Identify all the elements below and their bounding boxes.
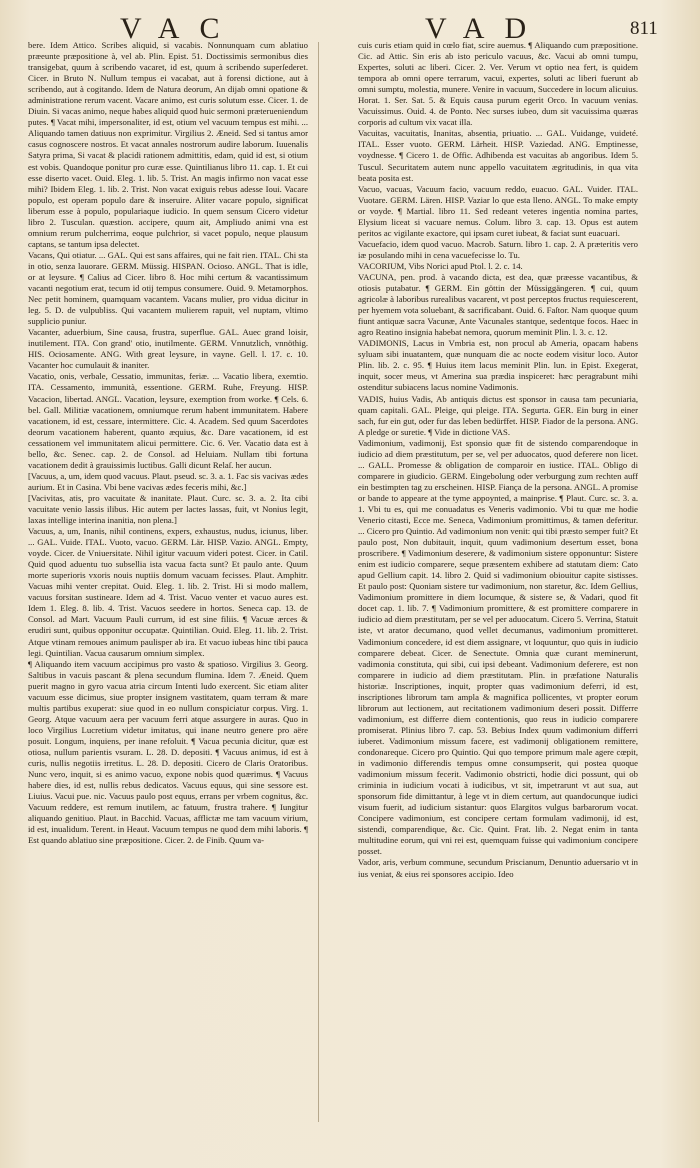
entry-paragraph: VADIS, huius Vadis, Ab antiquis dictus est sponsor in causa tam pecuniaria, quam capitali. GAL. Pleige, qui pleige. ITA. Segurta. GER. Ein burg in einer sach, fur ein gut, oder fur das leben bedürffet. HISP. Fiador de la persona. ANG. A pledge or suretie. ¶ Vide in dictione VAS.: [358, 393, 638, 437]
entry-paragraph: VACUNA, pen. prod. à vacando dicta, est dea, quæ præesse vacantibus, & otiosis putabatur. ¶ GERM. Ein göttin der Müssiggängeren. ¶ cui, quum agricolæ à laboribus rurealibus vacarent, vt post perceptos fructus requiescerent, per hyemem vota soluebant, & sacrificabant. Ouid. 6. Faſtor. Nam quoque quum fiunt antiquæ sacra Vacunæ, Ante Vacunales stantque, sedentque focos. Haec in agro Reatino insignia habebat nemora, quorum meminit Plin. l. 3. c. 12.: [358, 271, 638, 338]
page-number: 811: [630, 18, 658, 39]
entry-paragraph: Vacuo, vacuas, Vacuum facio, vacuum reddo, euacuo. GAL. Vuider. ITAL. Vuotare. GERM. Lären. HISP. Vaziar lo que esta lleno. ANGL. To make empty or voyde. ¶ Martial. libro 11. Sed redeant veteres ingentia nomina partes, Elysium liceat si vacuare nemus. Colum. libro 3. cap. 13. Opus est autem peritos ac vigilante exactore, qui ipsam curet iubeat, & faciat sunt euacuari.: [358, 183, 638, 238]
entry-paragraph: Vacans, Qui otiatur. ... GAL. Qui est sans affaires, qui ne fait rien. ITAL. Chi sta in otio, senza lauorare. GERM. Müssig. HISPAN. Ocioso. ANGL. That is idle, or at leysure. ¶ Calius ad Cicer. libro 8. Hoc mihi certum & vacantissimum vacanti negotium erat, tecum id otij tempus consumere. Ouid. 9. Metamorphos. Nec petit hominem, quamquam vacantem. Vacans mulier, pro vidua dicitur in leg. 5. D. de vulpubliss. Qui vacantem mulierem rapuit, vel nuptam, vltimo supplicio puniur.: [28, 249, 308, 327]
right-column: [358, 40, 638, 1120]
left-column: [28, 40, 308, 1120]
entry-paragraph: Vadimonium, vadimonij, Est sponsio quæ fit de sistendo comparendoque in iudicio ad diem præstitutum, per se, vel per aduocatos, quod deferere non licet. ... GALL. Promesse & obligation de comparoir en iustice. ITAL. Obligo di comparere in giudicio. GERM. Eingebolung oder verburgung zum rechten auff ein bestimpten tag zu erscheinen. HISP. Fiança de la persona. ANGL. A promise or bande to appeare at the tyme appoynted, a mainprise. ¶ Plaut. Curc. sc. 3. a. 1. Vbi tu es, qui me conuadatus es Veneris vadimonio. Vbi tu quæ me hodie Venerio citasti, Ecce me. Seneca, Vadimonium promittimus, & tamen deferitur. ... Cicero pro Quintio. Ad vadimonium non venit: qui tibi præsto semper fuit? Et paulo post, Non dubitauit, inquit, quum vadimonium desertum esset, bona proscribere. ¶ Vadimonium deserere, & vadimonium sistere opponuntur: Sistere enim est iudicio comparere, seque præsentem exhibere ad statutam diem: Cato apud Gellium capit. 14. libro 2. Quid si vadimonium obiouitur capite sistisses. Et paulo post: Quoniam sistere tur vadimonium, non staretur, &c. Idem Gellius, Vadimonium promittere in diem locumque, & sistere se, & Vadari, quod fit docet cap. 1. lib. 7. ¶ Vadimonium promittere, & est promittere comparere in iudicio ad diem præstitutam, per se vel per aduocatum. Cicero 5. Verrina, Statuit iste, vt arator decumano, quod vellet decumanus, vadimonium promitteret. Vadimonium concedere, id est diem assignare, vt loquuntur, quo quis in iudicio comparere debeat. Cicer. de Senectute. Omnia quæ curant meminerunt, vadimonia constituta, qui sibi, cui ipsi debeant. Vadimonium deferere, est non comparere in iudicio ad diem præstitutam. Plin. in præfatione Naturalis historiæ. Inscriptiones, inquit, propter quas vadimonium deferri, id est, inscriptiones librorum tam ampla & magnifica pollicentes, vt propter eorum librorum aut lectionem, aut recitationem vadimonium deseri possit. Differre vadimonium, est differre diem contentionis, quo reus in iudicio comparere promiserat. Plinius libro 7. cap. 53. Bebius Index quum vadimonium differri iuberet. Vadimonium missum facere, est vadimonij obligationem remittere, condonareque. Cicero pro Quintio. Qui quo tempore primum male agere cœpit, in vadimonio differendis tempus omne consumpserit, qui postea quoque vadimonium missum fecerit. Vadimonio obstricti, hodie dici possunt, qui ob criminia in iudicium vocati à iudicibus, vt sit, impetrarunt vt aut sua, aut sponsorum fide dimittantur, à lege vt in diem certum, aut quandocunque iudici visum fuerit, ad iudicium sistantur: quos Elargitos vulgus barbarorum vocat. Concipere vadimonium, est concipere certam formulam vadimonij, id est, sistendi, comparendique, &c. Cic. Quint. Frat. lib. 2. Negat enim in tanta multitudine eorum, qui vni rei est, quemquam fuisse qui vadimonium concipere posset.: [358, 437, 638, 857]
entry-paragraph: Vacatio, onis, verbale, Cessatio, immunitas, feriæ. ... Vacatio libera, exemtio. ITA. Cessamento, immunità, essentione. GERM. Ruhe, Freyung. HISP. Vacacion, libertad. ANGL. Vacation, leysure, exemption from worke. ¶ Cels. 6. bel. Gall. Militiæ vacationem, omniumque rerum habent immunitatem. Habere vacationem, id est, cessare, intermittere. Cic. 4. Academ. Sed quum Sacerdotes deorum vacationem haberent, quanto æquius, &c. Dare vacationem, id est cessationem vel immunitatem alicui permittere. Cic. 6. Ver. Vacatio data est à bello, &c. Senec. cap. 2. de Consol. ad Heluiam. Nullam tibi fortuna vacationem dedit à grauissimis luctibus. Galli dicunt Relaſ. her aucun.: [28, 371, 308, 470]
entry-paragraph: bere. Idem Attico. Scribes aliquid, si vacabis. Nonnunquam cum ablatiuo præeunte præpositione à, vel ab. Plin. Epist. 51. Doctissimis sermonibus dies transigebat, quum à scribendo vacaret, id est, quum à scribendo superſederet. Cicer. in Bruto N. Nullum tempus ei vacabat, aut à forensi dictione, aut à scribendo, aut à cogitando. Idem de Natura deorum, An dijab omni opatione & administratione rerum vacent. Vacare animo, est curis solutum esse. Cicer. 1. de Diuin. Si vacas animo, neque habes aliquid quod huic sermoni præterueniendum putes. ¶ Vacat mihi, impersonaliter, id est, otium vel vacuum tempus est mihi. ... Aliquando tamen datiuus non exprimitur. Virgilius 2. Æneid. Sed si tantus amor casus cognoscere nostros. Et vacat annales nostrorum audire laborum. Iuuenalis Satyra prima, Si vacat & placidi rationem admittitis, edam, quid id est, si otium est vobis. Quandoque ponitur pro curæ esse. Quintilianus libro 11. cap. 1. Et cui esse diserto vacet. Ouid. Eleg. 1. lib. 5. Trist. An magis infirmo non vacat esse mihi? Ibidem Eleg. 1. lib. 2. Trist. Non vacat exiguis rebus adesse Ioui. Vacare populo, est operam populo dare & inseruire. Aliter vacare populo, significat liberum esse à populo, populariaque iudicio. In quem sensum Cicero videtur libro 2. Tusculan. quæstion. accipere, quum ait, Ampliudo animi vna est omnium rerum pulcherrima, eoque pulchrior, si vacet populo, neque plausum captans, se tantum ipsa delectet.: [28, 40, 308, 249]
entry-paragraph: Vacuefacio, idem quod vacuo. Macrob. Saturn. libro 1. cap. 2. A præteritis vero iæ posulando mihi in cena vacuefecisse lo. Tu.: [358, 238, 638, 260]
entry-paragraph: [Vacuus, a, um, idem quod vacuus. Plaut. pseud. sc. 3. a. 1. Fac sis vacivas ædes aurium. Et in Casina. Vbi bene vacivas ædes feceris mihi, &c.]: [28, 470, 308, 492]
entry-paragraph: VADIMONIS, Lacus in Vmbria est, non procul ab Ameria, opacam habens syluam sibi inuatantem, quæ nunquam die ac nocte eodem visitur loco. Autor Plin. lib. 2. c. 95. ¶ Huius item lacus meminit Plin. lun. in Epist. Exegerat, inquit, socer meus, vt Amerina sua prædia inspiceret: hæc peragrabunt mihi ostenditur subiacens lacus nomine Vadimonis.: [358, 338, 638, 393]
entry-paragraph: cuis curis etiam quid in cœlo fiat, scire auemus. ¶ Aliquando cum præpositione. Cic. ad Attic. Sin eris ab isto periculo vacuus, &c. Vacui ab omni tumpu, Expertes, soluti ac liberi. Cicer. 2. Ver. Verum vt optio nea fert, is quidem tempora ab omni opere terrarum, vacui, expertes, soluti ac liberi fuerunt ab omni sumptu, molestia, munere. Venire in vacuum, Succedere in locum alicuius. Horat. 1. Ser. Sat. 5. & Equis causa purum egerit Orco. In vacuum venias. Vacuissimus. Ouid. 4. de Ponto. Nec surses iubeo, dum sit vacuissima quæras corporis ad cultum vix vacat illa.: [358, 40, 638, 128]
entry-paragraph: Vacuitas, vacuitatis, Inanitas, absentia, priuatio. ... GAL. Vuidange, vuideté. ITAL. Esser vuoto. GERM. Lärheit. HISP. Vaziedad. ANG. Emptinesse, voydnesse. ¶ Cicero 1. de Offic. Adhibenda est vacuitas ab angoribus. Idem 5. Tuscul. Securitatem autem nunc appello vacuitatem ægritudinis, in qua vita beata posita est.: [358, 128, 638, 183]
running-head-left: VAC: [120, 12, 240, 45]
entry-paragraph: Vacanter, aduerbium, Sine causa, frustra, superflue. GAL. Auec grand loisir, inutilement. ITA. Con grand' otio, inutilmente. GERM. Vnnutzlich, vnnöthig. HIS. Ociosamente. ANG. With great leysure, in vayne. Gell. l. 17. c. 10. Vacanter hoc cumulauit & inaniter.: [28, 327, 308, 371]
column-divider: [318, 42, 319, 1122]
running-head-right: VAD: [425, 12, 547, 45]
entry-paragraph: Vacuus, a, um, Inanis, nihil continens, expers, exhaustus, nudus, iciunus, liber. ... GAL. Vuide. ITAL. Vuoto, vacuo. GERM. Lär. HISP. Vazio. ANGL. Empty, voyde. Cicer. de Vniuersitate. Nihil igitur vacuum videri potest. Cicer. in Catil. Quid quod aduentu tuo subsellia ista vacua facta sunt? Et paulo ante. Quum morte superioris vxoris nouis nuptiis domum vacuam fecisses. Plaut. Amphitr. Vacuas mihi venter crepitat. Ouid. Eleg. 1. lib. 2. Trist. Hi si modo mallem, vacuus forsitan sustineare. Idem ad 4. Trist. Vacuo venter et vacuo aures est. Idem 1. Eleg. 8. lib. 4. Trist. Vacuos seedere in hortos. Seneca cap. 13. de Consol. ad Mart. Vacuum Pauli currum, id est sine filiis. ¶ Vacuæ ærces & erudiri sunt, quibus opponitur occupatæ. Quintilian. Ouid. Eleg. 11. lib. 2. Trist. Atque vtinam remoues animum paulisper ab ira. Et vacuo iubeas hinc tibi pauca legi. Quintilian. Vacua causarum omnium simplex.: [28, 526, 308, 658]
entry-paragraph: VACORIUM, Vibs Norici apud Ptol. l. 2. c. 14.: [358, 260, 523, 271]
entry-paragraph: Vador, aris, verbum commune, secundum Priscianum, Denuntio aduersario vt in ius veniat, & eius rei sponsores accipio. Ideo: [358, 857, 638, 879]
entry-paragraph: ¶ Aliquando item vacuum accipimus pro vasto & spatioso. Virgilius 3. Georg. Saltibus in vacuis pascant & plena secundum flumina. Idem 7. Æneid. Quem puerit magno in gyro vacua atria circum Intenti ludo exercent. Sic etiam aliter vacuum esse dicimus, siue propter insignem vastitatem, quam terram & mare multis partibus exuperat: siue quod in eo nullum conspiciatur corpus. Virg. 1. Georg. Atque vacuum aera per vacuum ferri atque assurgere in auras. Quo in loco Virgilius Lucretium videtur imitatus, qui inane neutro genere pro aëre posuit. Longum, inquiens, per inane refoluit. ¶ Vacua pecunia dicitur, quæ est otiosa, nullum parientis vsuram. L. 28. D. depositi. ¶ Vacuus animus, id est à curis, nullis negotiis irretitus. L. 28. D. depositi. Cicero de Claris Oratoribus. Nunc vero, inquit, si es animo vacuo, expone nobis quod quærimus. ¶ Vacuus habere dies, id est, nullis rebus dedicatos. Vacuus equus, qui sine sessore est. Liuius. Vacui pue. nic. Vacuus paulo post equus, errans per vrbem cognitus, &c. Vacuum reddere, est remum inutilem, ac fatuum, frustra trahere. ¶ Iungitur aliquando genitiuo. Plaut. in Bacchid. Vacuas, afflictæ me tam vacuum virium, id est, inualidum. Terent. in Heaut. Vacuum tempus ne quod dem mihi laboris. ¶ Est quando ablatiuo sine præpositione. Cicer. 2. de Finib. Quum va-: [28, 658, 308, 846]
entry-paragraph: [Vacivitas, atis, pro vacuitate & inanitate. Plaut. Curc. sc. 3. a. 2. Ita cibi vacuitate venio lassis ilibus. Hic autem per lactes lassas, fuit, vt Nonius legit, laxas intellige interina inanitia, non plena.]: [28, 492, 308, 526]
